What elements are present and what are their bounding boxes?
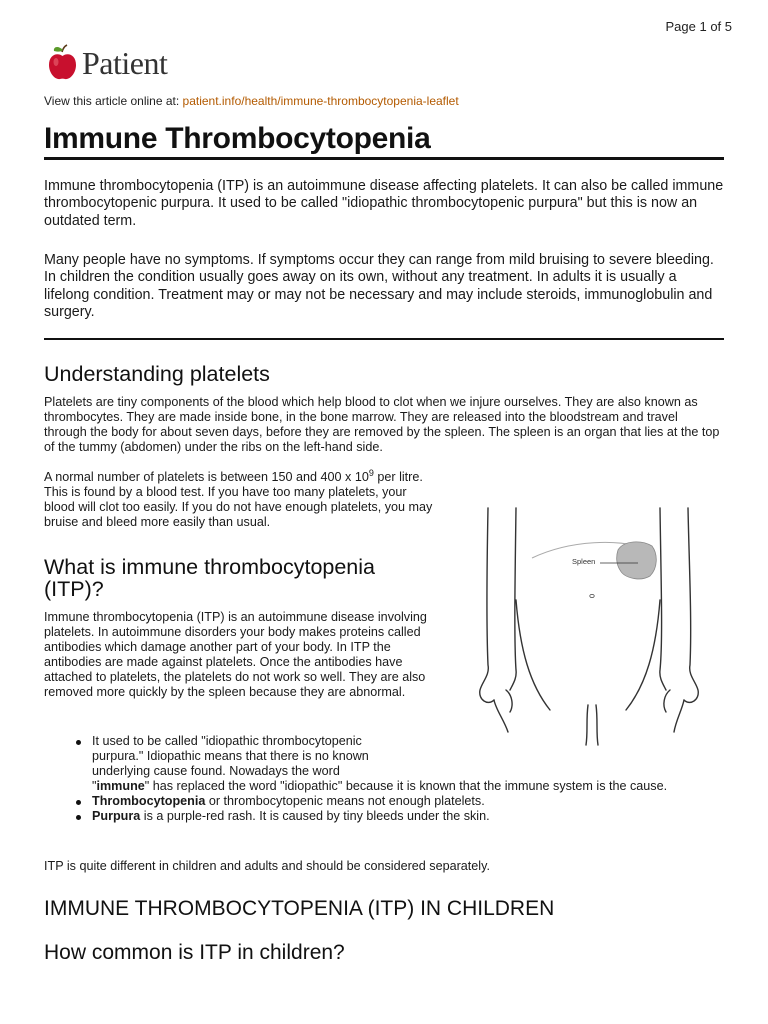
list-item [92,734,712,794]
spleen-label: Spleen [572,557,596,566]
page-indicator: Page 1 of 5 [665,19,732,34]
itp-terms-list [92,734,712,825]
bullet-1-lead: It used to be called "idiopathic thrombocytopenic purpura." Idiopathic means that there is no known underlying cause found. Nowadays the word [92,734,369,779]
bullet-2-bold: Thrombocytopenia [92,794,206,809]
section-divider [44,338,724,340]
list-item [92,794,712,809]
platelet-count-paragraph [44,467,439,530]
bullet-2-text: or thrombocytopenic means not enough platelets. [205,794,485,809]
navel [590,594,594,597]
section-heading-what-is-itp: What is immune thrombocytopenia (ITP)? [44,555,376,601]
section-heading-understanding-platelets: Understanding platelets [44,362,270,386]
platelet-count-text-a: A normal number of platelets is between 150 and 400 x 10 [44,470,369,484]
bullet-1-quote-open: " [92,779,97,794]
bullet-3-text: is a purple-red rash. It is caused by tiny bleeds under the skin. [140,809,490,824]
title-divider [44,157,724,160]
page-title: Immune Thrombocytopenia [44,122,431,155]
list-item [92,809,712,824]
spleen-diagram [470,500,720,750]
section-heading-itp-children: IMMUNE THROMBOCYTOPENIA (ITP) IN CHILDREN [44,897,555,920]
bullet-1-bold: immune [96,779,145,794]
patient-logo[interactable] [46,43,236,83]
intro-paragraph-1: Immune thrombocytopenia (ITP) is an autoimmune disease affecting platelets. It can also be called immune thrombocytopenic purpura. It used to be called "idiopathic thrombocytopenic purpura" but this is now an outdated term. [44,178,724,229]
platelets-paragraph: Platelets are tiny components of the blood which help blood to clot when we injure ourselves. They are also known as thrombocytes. They are made inside bone, in the bone marrow. They are released into the bloodstream and travel through the body for about seven days, before they are removed by the spleen. The spleen is an organ that lies at the top of the tummy (abdomen) under the ribs on the left-hand side. [44,395,720,455]
apple-icon [46,43,80,83]
exponent: 9 [368,467,374,478]
subheading-how-common: How common is ITP in children? [44,941,345,964]
view-online-line [44,94,459,108]
article-link[interactable]: patient.info/health/immune-thrombocytopenia-leaflet [182,94,459,108]
bullet-3-bold: Purpura [92,809,141,824]
bullet-1-tail: " has replaced the word "idiopathic" because it is known that the immune system is the cause. [144,779,668,794]
spleen-shape [617,542,657,579]
intro-paragraph-2: Many people have no symptoms. If symptoms occur they can range from mild bruising to severe bleeding. In children the condition usually goes away on its own, without any treatment. In adults it is usually a lifelong condition. Treatment may or may not be necessary and may include steroids, immunoglobulin and surgery. [44,252,714,321]
itp-closing-paragraph: ITP is quite different in children and adults and should be considered separately. [44,859,490,873]
brand-name: Patient [82,45,168,81]
itp-definition-paragraph: Immune thrombocytopenia (ITP) is an autoimmune disease involving platelets. In autoimmune disorders your body makes proteins called antibodies which damage another part of your body. In ITP the antibodies are made against platelets. Once the antibodies have attached to platelets, the platelets do not work so well. They are also removed more quickly by the spleen because they are abnormal. [44,610,427,700]
platelet-count-text-b: per litre. This is found by a blood test. If you have too many platelets, your blood will clot too easily. If you do not have enough platelets, you may bruise and bleed more easily than usual. [44,470,433,530]
view-online-prefix: View this article online at: [44,94,180,108]
